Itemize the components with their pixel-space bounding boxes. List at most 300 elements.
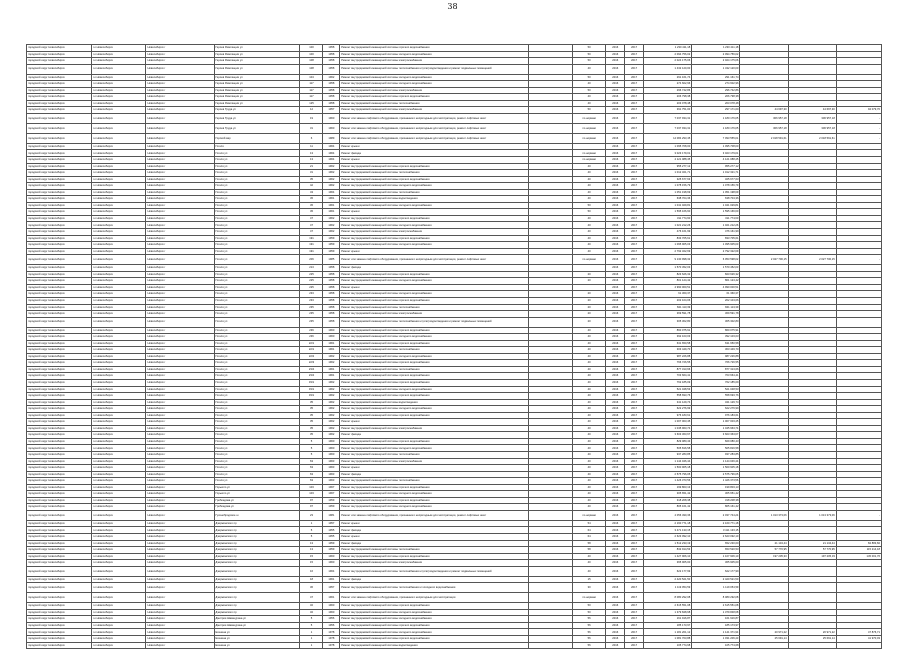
- table-cell: 305 651,42: [692, 491, 740, 498]
- table-cell: городской округ Новосибирск: [27, 334, 92, 341]
- table-cell: Есенина ул: [214, 636, 300, 643]
- table-cell: г.о.Новосибирск: [91, 74, 145, 81]
- table-cell: г.о.Новосибирск: [91, 291, 145, 298]
- table-cell: 2017: [625, 74, 644, 81]
- table-cell: [528, 255, 572, 265]
- table-cell: 1 570 452,03: [644, 265, 692, 272]
- table-cell: 45: [300, 209, 323, 216]
- table-cell: г.о.Новосибирск: [91, 58, 145, 65]
- table-cell: 341 129,74: [692, 399, 740, 406]
- table-cell: 2016: [606, 87, 625, 94]
- table-cell: 2 018 591,61: [788, 133, 836, 143]
- table-cell: Ремонт внутридомовой инженерной системы теплоснабжения: [340, 170, 529, 177]
- table-cell: Ремонт внутридомовой инженерной системы теплоснабжения и (или) водоотведения и ремонт подвальных помещений: [340, 566, 529, 576]
- table-row: [27, 317, 882, 327]
- table-cell: 2016: [606, 419, 625, 426]
- table-cell: [788, 583, 836, 593]
- table-cell: Ремонт внутридомовой инженерной системы электроснабжения: [340, 87, 529, 94]
- table-cell: 306 957,18: [788, 123, 836, 133]
- table-cell: Ремонт внутридомовой инженерной системы горячего водоснабжения: [340, 438, 529, 445]
- table-cell: городской округ Новосибирск: [27, 616, 92, 623]
- table-cell: 15: [572, 576, 606, 583]
- table-cell: по нормам: [572, 133, 606, 143]
- table-cell: 937 283,85: [644, 451, 692, 458]
- table-cell: Гоголя ул: [214, 196, 300, 203]
- table-cell: 40: [572, 458, 606, 465]
- table-cell: 2016: [606, 157, 625, 164]
- table-cell: Гоголя ул: [214, 278, 300, 285]
- table-cell: 476 161,99: [644, 229, 692, 236]
- table-cell: 1959: [323, 235, 340, 242]
- table-cell: 653 520,53: [692, 547, 740, 554]
- table-cell: г.о.Новосибирск: [91, 196, 145, 203]
- table-cell: 2017: [625, 560, 644, 567]
- table-cell: 2017: [625, 379, 644, 386]
- table-cell: Гоголя ул: [214, 393, 300, 400]
- table-cell: [836, 583, 881, 593]
- table-cell: 476 161,99: [692, 229, 740, 236]
- table-row: [27, 255, 882, 265]
- table-cell: 2017: [625, 609, 644, 616]
- table-cell: [740, 317, 788, 327]
- table-cell: городской округ Новосибирск: [27, 100, 92, 107]
- table-cell: 1 031 206,43: [692, 636, 740, 643]
- table-cell: 2016: [606, 553, 625, 560]
- table-cell: 505 816,58: [692, 445, 740, 452]
- table-cell: 1 379 848,68: [692, 609, 740, 616]
- table-cell: Ремонт или замена лифтового оборудования, признанного непригодным для эксплуатации, ремонт лифтовых шахт: [340, 510, 529, 520]
- table-cell: 1 180 176,05: [692, 123, 740, 133]
- table-cell: [788, 317, 836, 327]
- table-cell: 2016: [606, 636, 625, 643]
- table-cell: городской округ Новосибирск: [27, 636, 92, 643]
- table-cell: городской округ Новосибирск: [27, 425, 92, 432]
- table-cell: Ремонт внутридомовой инженерной системы теплоснабжения: [340, 347, 529, 354]
- table-cell: Гоголя ул: [214, 373, 300, 380]
- table-cell: 2 575 796,05: [692, 471, 740, 478]
- table-cell: 2016: [606, 616, 625, 623]
- table-cell: 40: [572, 94, 606, 101]
- table-cell: г.о.Новосибирск: [91, 566, 145, 576]
- table-cell: Дзержинского пр: [214, 520, 300, 527]
- table-cell: 2016: [606, 45, 625, 52]
- table-cell: Ремонт или замена лифтового оборудования, признанного непригодным для эксплуатации, ремонт лифтовых шахт: [340, 113, 529, 123]
- table-cell: 30: [572, 583, 606, 593]
- table-cell: г.о.Новосибирск: [91, 520, 145, 527]
- table-cell: 199 803,13: [644, 484, 692, 491]
- table-cell: 2017: [625, 406, 644, 413]
- table-cell: 2017: [625, 87, 644, 94]
- table-cell: [528, 64, 572, 74]
- table-cell: Дзержинского пр: [214, 566, 300, 576]
- table-cell: Новосибирск г: [146, 451, 214, 458]
- table-cell: [740, 583, 788, 593]
- table-cell: [836, 642, 881, 649]
- table-cell: 63: [300, 478, 323, 485]
- table-cell: Новосибирск г: [146, 327, 214, 334]
- table-cell: 105 774,68: [644, 642, 692, 649]
- table-cell: Ремонт внутридомовой инженерной системы холодного водоснабжения: [340, 616, 529, 623]
- table-cell: 236: [300, 327, 323, 334]
- table-cell: Гоголя ул: [214, 360, 300, 367]
- table-cell: 56: [572, 642, 606, 649]
- table-cell: [528, 583, 572, 593]
- table-cell: 9 130 998,32: [644, 255, 692, 265]
- table-cell: 2017: [625, 465, 644, 472]
- table-cell: 1960: [323, 113, 340, 123]
- table-cell: Ремонт внутридомовой инженерной системы холодного водоснабжения: [340, 81, 529, 88]
- table-cell: 2016: [606, 176, 625, 183]
- table-cell: 2017: [625, 209, 644, 216]
- table-cell: городской округ Новосибирск: [27, 366, 92, 373]
- table-cell: г.о.Новосибирск: [91, 366, 145, 373]
- table-cell: городской округ Новосибирск: [27, 242, 92, 249]
- table-cell: городской округ Новосибирск: [27, 393, 92, 400]
- table-cell: 622 276,99: [692, 406, 740, 413]
- table-cell: 296 742,86: [692, 87, 740, 94]
- table-cell: 521 048,53: [692, 386, 740, 393]
- table-cell: Новосибирск г: [146, 176, 214, 183]
- table-cell: 2 027 700,15: [740, 255, 788, 265]
- table-cell: 305 651,42: [644, 491, 692, 498]
- table-cell: 2016: [606, 235, 625, 242]
- table-cell: 40: [572, 366, 606, 373]
- table-cell: городской округ Новосибирск: [27, 583, 92, 593]
- table-cell: 860 075,91: [692, 327, 740, 334]
- table-cell: г.о.Новосибирск: [91, 629, 145, 636]
- table-cell: г.о.Новосибирск: [91, 64, 145, 74]
- table-cell: Грибоедова ул: [214, 497, 300, 504]
- table-cell: 2017: [625, 242, 644, 249]
- table-cell: Ремонт внутридомовой инженерной системы холодного водоснабжения: [340, 445, 529, 452]
- table-cell: 40: [572, 386, 606, 393]
- table-cell: 1 595 166,60: [692, 209, 740, 216]
- table-cell: 3 603 363,67: [644, 432, 692, 439]
- table-cell: г.о.Новосибирск: [91, 317, 145, 327]
- table-cell: г.о.Новосибирск: [91, 45, 145, 52]
- table-cell: 1958: [323, 317, 340, 327]
- table-cell: Новосибирск г: [146, 157, 214, 164]
- table-cell: 2016: [606, 265, 625, 272]
- table-cell: 1 119 054,59: [644, 583, 692, 593]
- table-cell: Новосибирск г: [146, 566, 214, 576]
- table-row: [27, 642, 882, 649]
- table-cell: 125: [300, 100, 323, 107]
- table-cell: 13: [300, 547, 323, 554]
- table-cell: Героев Революции ул: [214, 51, 300, 58]
- table-cell: 766 726,55: [644, 360, 692, 367]
- table-cell: городской округ Новосибирск: [27, 360, 92, 367]
- table-cell: 56: [572, 616, 606, 623]
- table-cell: Ремонт внутридомовой инженерной системы горячего водоснабжения: [340, 373, 529, 380]
- table-cell: 2016: [606, 504, 625, 511]
- table-cell: Новосибирск г: [146, 143, 214, 150]
- table-cell: 2016: [606, 622, 625, 629]
- table-cell: городской округ Новосибирск: [27, 465, 92, 472]
- table-cell: городской округ Новосибирск: [27, 576, 92, 583]
- table-cell: Гоголя ул: [214, 189, 300, 196]
- table-cell: Гоголя ул: [214, 340, 300, 347]
- table-cell: 22/1: [300, 347, 323, 354]
- table-cell: 1962: [323, 412, 340, 419]
- table-cell: [836, 64, 881, 74]
- table-cell: 1: [300, 520, 323, 527]
- table-cell: Новосибирск г: [146, 304, 214, 311]
- table-cell: г.о.Новосибирск: [91, 51, 145, 58]
- table-cell: -: [836, 113, 881, 123]
- table-cell: 2016: [606, 229, 625, 236]
- table-cell: Новосибирск г: [146, 94, 214, 101]
- table-cell: 206 798,38: [644, 94, 692, 101]
- table-cell: Новосибирск г: [146, 603, 214, 610]
- table-cell: 2017: [625, 327, 644, 334]
- table-cell: Ремонт внутридомовой инженерной системы горячего водоснабжения: [340, 379, 529, 386]
- table-cell: Ремонт внутридомовой инженерной системы горячего водоснабжения: [340, 340, 529, 347]
- table-cell: 274 602,96: [692, 81, 740, 88]
- table-cell: 2017: [625, 284, 644, 291]
- table-cell: г.о.Новосибирск: [91, 133, 145, 143]
- table-cell: -: [836, 510, 881, 520]
- table-cell: 1: [300, 629, 323, 636]
- table-cell: Дзержинского пр: [214, 583, 300, 593]
- table-cell: Ремонт или замена лифтового оборудования, признанного непригодным для эксплуатации, ремонт лифтовых шахт: [340, 133, 529, 143]
- table-cell: 2017: [625, 399, 644, 406]
- table-cell: 2016: [606, 540, 625, 547]
- table-cell: городской округ Новосибирск: [27, 222, 92, 229]
- table-cell: Новосибирск г: [146, 163, 214, 170]
- table-cell: Ремонт внутридомовой инженерной системы холодного водоснабжения: [340, 183, 529, 190]
- table-cell: г.о.Новосибирск: [91, 451, 145, 458]
- table-cell: [740, 64, 788, 74]
- table-cell: 2016: [606, 347, 625, 354]
- table-cell: Ремонт фасада: [340, 265, 529, 272]
- table-cell: Гоголя ул: [214, 386, 300, 393]
- table-cell: 2016: [606, 196, 625, 203]
- table-cell: 40: [572, 379, 606, 386]
- table-cell: [836, 593, 881, 603]
- table-cell: городской округ Новосибирск: [27, 553, 92, 560]
- table-cell: 40: [572, 465, 606, 472]
- table-cell: городской округ Новосибирск: [27, 560, 92, 567]
- table-cell: 40: [572, 327, 606, 334]
- table-cell: Дзержинского пр: [214, 534, 300, 541]
- table-cell: г.о.Новосибирск: [91, 465, 145, 472]
- table-cell: 2017: [625, 189, 644, 196]
- table-cell: Ремонт внутридомовой инженерной системы электроснабжения: [340, 560, 529, 567]
- table-cell: Новосибирск г: [146, 215, 214, 222]
- table-cell: 2 575 796,05: [644, 471, 692, 478]
- table-cell: г.о.Новосибирск: [91, 583, 145, 593]
- table-cell: 2017: [625, 235, 644, 242]
- table-cell: 4 121 088,45: [644, 157, 692, 164]
- table-cell: г.о.Новосибирск: [91, 438, 145, 445]
- table-cell: [788, 566, 836, 576]
- table-cell: 1 045 963,74: [692, 425, 740, 432]
- table-cell: 638 704,36: [644, 196, 692, 203]
- table-cell: 40: [572, 170, 606, 177]
- table-cell: 2 615 551,08: [692, 603, 740, 610]
- table-cell: городской округ Новосибирск: [27, 229, 92, 236]
- table-cell: Ремонт или замена лифтового оборудования, признанного непригодным для эксплуатации, ремонт лифтовых шахт: [340, 255, 529, 265]
- table-cell: 833 705,61: [644, 235, 692, 242]
- table-cell: Гоголя ул: [214, 271, 300, 278]
- table-cell: 1961: [323, 209, 340, 216]
- table-cell: Ремонт внутридомовой инженерной системы холодного водоснабжения: [340, 386, 529, 393]
- table-cell: Новосибирск г: [146, 100, 214, 107]
- table-cell: 2017: [625, 222, 644, 229]
- table-cell: Ремонт внутридомовой инженерной системы горячего водоснабжения: [340, 215, 529, 222]
- table-cell: Новосибирск г: [146, 189, 214, 196]
- table-cell: 1 051 198,69: [692, 189, 740, 196]
- table-cell: г.о.Новосибирск: [91, 157, 145, 164]
- table-cell: Горский мкр: [214, 133, 300, 143]
- table-cell: 35: [300, 412, 323, 419]
- table-cell: 235: [300, 317, 323, 327]
- table-cell: 976 183,61: [644, 412, 692, 419]
- table-cell: г.о.Новосибирск: [91, 379, 145, 386]
- table-cell: 203 078,48: [644, 100, 692, 107]
- table-cell: 21 134,44: [740, 540, 788, 547]
- table-cell: 1 427 906,10: [644, 553, 692, 560]
- table-cell: 306 957,18: [740, 123, 788, 133]
- table-cell: г.о.Новосибирск: [91, 478, 145, 485]
- table-cell: 2017: [625, 271, 644, 278]
- table-cell: 2016: [606, 478, 625, 485]
- table-cell: городской округ Новосибирск: [27, 412, 92, 419]
- table-cell: 185 173,97: [692, 622, 740, 629]
- table-cell: городской округ Новосибирск: [27, 629, 92, 636]
- table-cell: Новосибирск г: [146, 209, 214, 216]
- table-cell: Дзержинского пр: [214, 603, 300, 610]
- table-cell: 235: [300, 304, 323, 311]
- table-cell: 5: [300, 534, 323, 541]
- table-cell: 2017: [625, 45, 644, 52]
- table-cell: Новосибирск г: [146, 540, 214, 547]
- table-cell: г.о.Новосибирск: [91, 547, 145, 554]
- table-cell: Ремонт внутридомовой инженерной системы теплоснабжения: [340, 100, 529, 107]
- table-cell: 5: [300, 527, 323, 534]
- table-cell: 2017: [625, 566, 644, 576]
- table-cell: 1: [300, 642, 323, 649]
- table-cell: 622 177,99: [692, 566, 740, 576]
- table-cell: Гоголя ул: [214, 412, 300, 419]
- table-cell: 2016: [606, 527, 625, 534]
- table-cell: Новосибирск г: [146, 484, 214, 491]
- table-cell: 1 432 120,00: [692, 64, 740, 74]
- table-cell: 2017: [625, 100, 644, 107]
- table-cell: 161 916,87: [692, 616, 740, 623]
- table-cell: Новосибирск г: [146, 340, 214, 347]
- table-cell: 2017: [625, 340, 644, 347]
- table-cell: Дзержинского пр: [214, 527, 300, 534]
- table-cell: 2017: [625, 176, 644, 183]
- table-cell: 145 001,76: [836, 553, 881, 560]
- table-cell: по нормам: [572, 593, 606, 603]
- table-cell: Новосибирск г: [146, 255, 214, 265]
- table-cell: 2017: [625, 425, 644, 432]
- table-cell: 117: [300, 87, 323, 94]
- table-cell: 31: [300, 170, 323, 177]
- table-cell: городской округ Новосибирск: [27, 170, 92, 177]
- table-cell: 2016: [606, 412, 625, 419]
- table-cell: 2016: [606, 311, 625, 318]
- table-cell: 2 094 756,02: [692, 51, 740, 58]
- table-cell: 2017: [625, 412, 644, 419]
- table-cell: 213: [300, 265, 323, 272]
- table-cell: 233: [300, 297, 323, 304]
- table-cell: 11: [300, 143, 323, 150]
- table-cell: 2016: [606, 202, 625, 209]
- table-cell: 1961: [323, 593, 340, 603]
- table-cell: 1 426 373,56: [644, 478, 692, 485]
- table-cell: Новосибирск г: [146, 412, 214, 419]
- table-cell: г.о.Новосибирск: [91, 81, 145, 88]
- table-cell: 191: [300, 235, 323, 242]
- table-cell: 505 816,58: [644, 445, 692, 452]
- table-cell: 1958: [323, 311, 340, 318]
- table-cell: 829 080,43: [692, 438, 740, 445]
- table-cell: 306 957,18: [740, 113, 788, 123]
- table-cell: 1985: [323, 255, 340, 265]
- table-cell: Новосибирск г: [146, 553, 214, 560]
- table-cell: 1956: [323, 616, 340, 623]
- table-cell: 1981: [323, 510, 340, 520]
- table-cell: 40: [572, 497, 606, 504]
- table-cell: 2016: [606, 100, 625, 107]
- table-cell: Ремонт внутридомовой инженерной системы горячего водоснабжения: [340, 484, 529, 491]
- table-cell: г.о.Новосибирск: [91, 100, 145, 107]
- table-cell: 33/1: [300, 393, 323, 400]
- table-cell: 1 078 156,79: [692, 183, 740, 190]
- table-cell: 1 141 371,94: [692, 629, 740, 636]
- table-cell: Новосибирск г: [146, 636, 214, 643]
- table-cell: Новосибирск г: [146, 242, 214, 249]
- table-cell: 703 664,41: [692, 373, 740, 380]
- table-cell: 20: [572, 317, 606, 327]
- table-cell: Ремонт внутридомовой инженерной системы холодного водоснабжения: [340, 609, 529, 616]
- table-cell: 2016: [606, 113, 625, 123]
- table-cell: г.о.Новосибирск: [91, 419, 145, 426]
- table-cell: 2016: [606, 215, 625, 222]
- table-cell: 2017: [625, 445, 644, 452]
- table-cell: 25 691,14: [740, 636, 788, 643]
- table-cell: городской округ Новосибирск: [27, 399, 92, 406]
- table-cell: г.о.Новосибирск: [91, 560, 145, 567]
- table-cell: 1 007 003,45: [644, 419, 692, 426]
- table-cell: 1963: [323, 465, 340, 472]
- table-cell: 103: [300, 484, 323, 491]
- table-cell: городской округ Новосибирск: [27, 87, 92, 94]
- table-cell: 50: [572, 202, 606, 209]
- table-cell: 638 704,36: [692, 196, 740, 203]
- table-cell: 841 113,39: [692, 304, 740, 311]
- table-cell: 1957: [323, 583, 340, 593]
- table-cell: Ремонт внутридомовой инженерной системы горячего водоснабжения: [340, 297, 529, 304]
- table-cell: г.о.Новосибирск: [91, 603, 145, 610]
- table-cell: Ремонт внутридомовой инженерной системы водоотведения: [340, 399, 529, 406]
- table-cell: 937 283,85: [692, 451, 740, 458]
- table-cell: 2017: [625, 347, 644, 354]
- table-cell: 206: [300, 255, 323, 265]
- table-cell: 61 360,37: [692, 291, 740, 298]
- table-cell: 2017: [625, 51, 644, 58]
- table-cell: 2016: [606, 642, 625, 649]
- table-cell: 801 124,42: [692, 278, 740, 285]
- table-cell: 762 185,09: [692, 379, 740, 386]
- table-row: [27, 64, 882, 74]
- table-cell: 1959: [323, 242, 340, 249]
- table-cell: 832 914,53: [644, 547, 692, 554]
